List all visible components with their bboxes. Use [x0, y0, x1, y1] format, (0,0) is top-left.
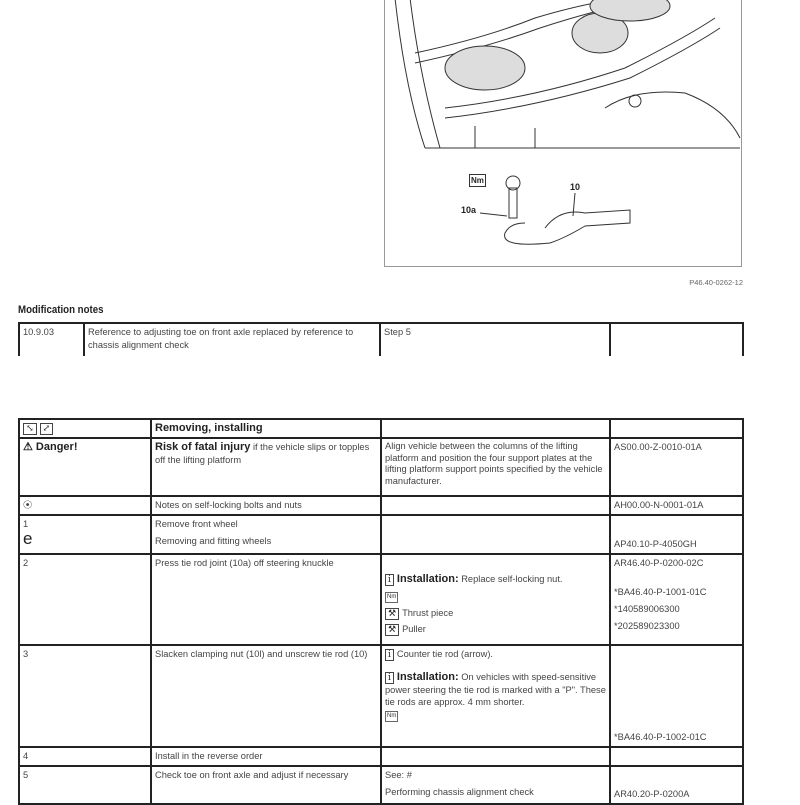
table-row	[19, 645, 743, 747]
danger-measure: Align vehicle between the columns of the lifting platform and position the four support plates at the lifting platform support points specified by the vehicle manufacturer.	[381, 438, 610, 496]
torque-icon[interactable]: Nm	[385, 592, 398, 603]
info-icon: i	[385, 574, 394, 586]
mod-text: Reference to adjusting toe on front axle replaced by reference to chassis alignment check	[84, 323, 380, 356]
info-text: Counter tie rod (arrow).	[396, 649, 493, 659]
torque-ref-link[interactable]: *BA46.40-P-1001-01C	[614, 587, 707, 597]
figure-caption: P46.40-0262-12	[689, 278, 743, 287]
step-text: Press tie rod joint (10a) off steering knuckle	[151, 554, 381, 645]
step-subtext-link[interactable]: Removing and fitting wheels	[155, 536, 272, 546]
tool-thrust-piece: Thrust piece	[402, 608, 454, 618]
mod-extra	[610, 323, 743, 356]
danger-text: if the vehicle slips or topples off the lifting platform	[155, 442, 370, 465]
installation-label: Installation:	[396, 671, 459, 683]
modification-notes-table	[18, 322, 744, 356]
procedure-title: Removing, installing	[151, 419, 381, 438]
danger-ref-link[interactable]: AS00.00-Z-0010-01A	[614, 442, 702, 452]
see-label: See: #	[385, 770, 412, 780]
table-row	[19, 496, 743, 515]
table-header-row	[19, 419, 743, 438]
step-text: Slacken clamping nut (10l) and unscrew tie rod (10)	[151, 645, 381, 747]
tie-rod-illustration	[384, 0, 742, 267]
notes-text: Notes on self-locking bolts and nuts	[151, 496, 381, 515]
step-number: 2	[19, 554, 151, 645]
tool-ref-link[interactable]: *140589006300	[614, 604, 680, 614]
mod-date: 10.9.03	[19, 323, 84, 356]
notes-ref-link[interactable]: AH00.00-N-0001-01A	[614, 500, 704, 510]
modification-notes-heading: Modification notes	[18, 304, 104, 316]
mod-where: Step 5	[380, 323, 610, 356]
notes-icon: ⦿	[23, 500, 33, 510]
table-row	[19, 766, 743, 804]
tool-icon: ⚒	[385, 608, 399, 620]
step-ref-link[interactable]: AR40.20-P-0200A	[614, 789, 690, 799]
tie-rod-callout: 10	[570, 182, 581, 192]
installation-label: Installation:	[396, 573, 459, 585]
step-number: 3	[19, 645, 151, 747]
remove-icon: ⤡	[23, 423, 37, 435]
table-row	[19, 323, 743, 356]
tool-icon: ⚒	[385, 624, 399, 636]
step-number: 1	[23, 519, 29, 529]
step-number: 5	[19, 766, 151, 804]
tool-puller: Puller	[402, 624, 426, 634]
danger-label: Danger!	[35, 441, 78, 453]
warning-triangle-icon: ⚠	[23, 441, 36, 453]
installation-text: Replace self-locking nut.	[461, 574, 563, 584]
table-row	[19, 747, 743, 766]
install-icon: ⤢	[40, 423, 54, 435]
torque-icon[interactable]: Nm	[385, 711, 398, 722]
step-text: Install in the reverse order	[151, 747, 381, 766]
torque-ref-link[interactable]: *BA46.40-P-1002-01C	[614, 732, 707, 742]
tie-rod-joint-callout: 10a	[461, 205, 477, 215]
step-ref-link[interactable]: AP40.10-P-4050GH	[614, 539, 697, 549]
step-number: 4	[19, 747, 151, 766]
table-row	[19, 438, 743, 496]
info-icon: i	[385, 649, 394, 661]
e-symbol-icon: e	[23, 529, 33, 548]
torque-callout: Nm	[471, 176, 484, 185]
table-row	[19, 554, 743, 645]
remove-install-icons	[19, 419, 151, 438]
see-link[interactable]: Performing chassis alignment check	[385, 787, 534, 797]
procedure-table	[18, 418, 744, 805]
step-ref-link[interactable]: AR46.40-P-0200-02C	[614, 558, 704, 568]
info-icon: i	[385, 672, 394, 684]
step-text: Check toe on front axle and adjust if necessary	[151, 766, 381, 804]
step-text: Remove front wheel	[155, 519, 238, 529]
tool-ref-link[interactable]: *202589023300	[614, 621, 680, 631]
danger-title: Risk of fatal injury	[155, 441, 251, 453]
table-row	[19, 515, 743, 554]
installation-text: On vehicles with speed-sensitive power steering the tie rod is marked with a "P". These tie rods are approx. 4 mm shorter.	[385, 672, 606, 707]
suspension-drawing	[385, 0, 743, 267]
